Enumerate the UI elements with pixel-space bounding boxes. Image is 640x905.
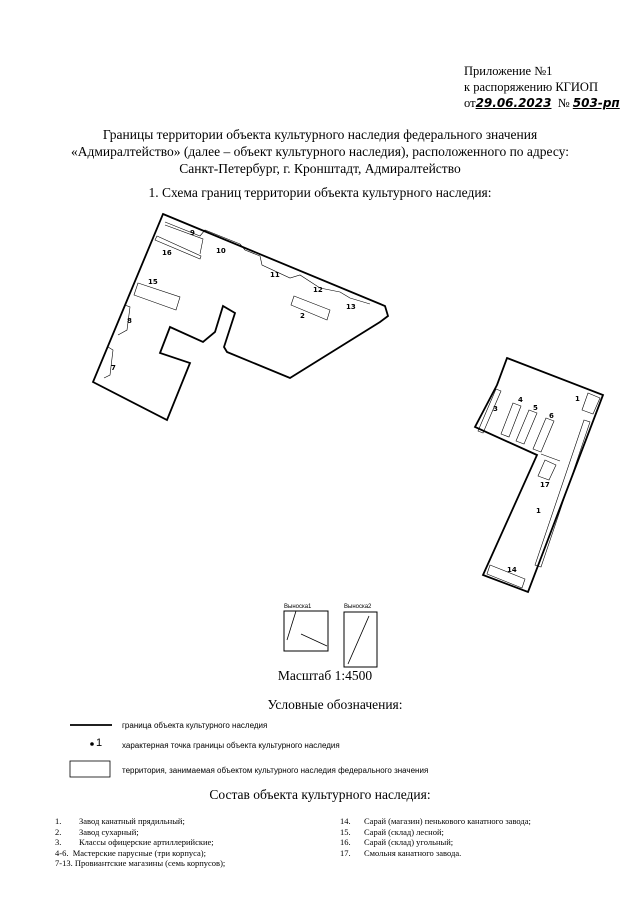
label-12: 12 [313,286,323,294]
map-labels [111,229,580,574]
label-5: 5 [533,404,538,412]
label-14: 14 [507,566,517,574]
map-scale: Масштаб 1:4500 [277,668,373,683]
order-date: 29.06.2023 [475,96,552,110]
label-1-mid: 1 [536,507,541,515]
legend-point-number: 1 [96,737,103,749]
list-item: 2. Завод сухарный; [55,826,139,837]
composition-list-left [55,816,225,869]
label-2: 2 [300,312,305,320]
label-6: 6 [549,412,554,420]
title-line2: «Адмиралтейство» (далее – объект культурного наследия), расположенного по адресу: [70,144,569,159]
date-prefix: от [464,96,476,110]
legend-item-territory: территория, занимаемая объектом культурного наследия федерального значения [122,766,429,775]
label-10: 10 [216,247,226,255]
label-16: 16 [162,249,172,257]
title-line1: Границы территории объекта культурного наследия федерального значения [102,127,538,142]
list-item: 1. Завод канатный прядильный; [55,816,185,826]
list-item: 7-13. Провиантские магазины (семь корпусов); [55,858,226,868]
composition-title: Состав объекта культурного наследия: [209,787,431,802]
label-7: 7 [111,364,116,372]
label-13: 13 [346,303,356,311]
number-prefix: № [557,96,570,110]
callout1-label: Выноска1 [284,604,312,610]
callout2-label: Выноска2 [344,604,372,610]
label-17: 17 [540,481,550,489]
list-item: 3. Классы офицерские артиллерийские; [55,837,214,847]
label-4: 4 [518,396,523,404]
buildings-right [478,389,600,588]
section-heading: 1. Схема границ территории объекта культурного наследия: [148,185,492,200]
legend-title: Условные обозначения: [267,697,403,712]
list-item: 14. Сарай (магазин) пенькового канатного завода; [340,816,531,826]
list-item: 16. Сарай (склад) угольный; [340,837,454,847]
appendix-line1: Приложение №1 [464,64,553,78]
legend-item-point: характерная точка границы объекта культурного наследия [122,741,340,750]
legend-point-dot [90,742,94,746]
composition-list-right [340,816,531,858]
list-item: 15. Сарай (склад) лесной; [340,826,444,837]
list-item: 4-6. Мастерские парусные (три корпуса); [55,847,206,858]
label-3: 3 [493,405,498,413]
title-line3: Санкт-Петербург, г. Кронштадт, Адмиралтейство [179,161,461,176]
label-1-top: 1 [575,395,580,403]
callout2-frame [344,612,377,667]
list-item: 17. Смольня канатного завода. [340,847,462,858]
label-11: 11 [270,271,280,279]
legend-item-boundary: граница объекта культурного наследия [122,721,268,730]
callout1-frame [284,611,328,651]
label-8: 8 [127,317,132,325]
label-15: 15 [148,278,158,286]
label-9: 9 [190,229,195,237]
order-number: 503-рп [572,96,620,110]
appendix-line2: к распоряжению КГИОП [464,80,598,94]
legend-territory-rect [70,761,110,777]
